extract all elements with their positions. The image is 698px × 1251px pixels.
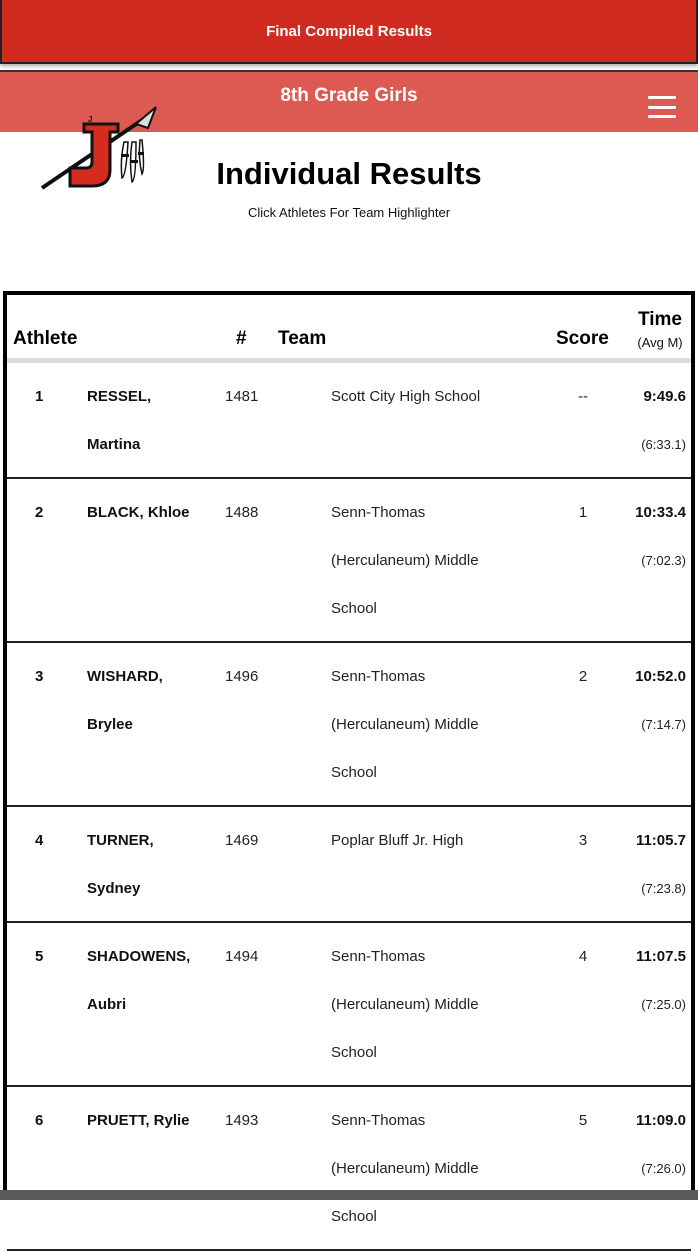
race-title[interactable]: 8th Grade Girls <box>280 85 418 106</box>
athlete-bib: 1469 <box>225 832 259 849</box>
athlete-team[interactable] <box>331 933 541 1077</box>
athlete-name-line: SHADOWENS, <box>87 948 191 965</box>
team-name-line: School <box>331 1208 377 1225</box>
athlete-avg-mile: (7:23.8) <box>641 881 686 896</box>
athlete-bib: 1493 <box>225 1112 259 1129</box>
team-name-line: School <box>331 1044 377 1061</box>
athlete-avg-mile: (7:26.0) <box>641 1161 686 1176</box>
athlete-name-line: PRUETT, Rylie <box>87 1112 190 1129</box>
athlete-bib: 1494 <box>225 948 259 965</box>
team-name-line: Senn-Thomas <box>331 504 426 521</box>
athlete-place: 6 <box>35 1112 44 1129</box>
athlete-score: 3 <box>578 832 588 849</box>
table-row[interactable] <box>7 479 691 643</box>
results-table <box>3 291 695 1225</box>
athlete-name[interactable] <box>87 489 222 537</box>
athlete-score: 1 <box>578 504 588 521</box>
menu-icon[interactable] <box>648 96 676 118</box>
athlete-avg-mile: (7:14.7) <box>641 717 686 732</box>
athlete-name-line: Martina <box>87 436 141 453</box>
athlete-avg-mile: (6:33.1) <box>641 437 686 452</box>
team-name-line: Poplar Bluff Jr. High <box>331 832 464 849</box>
team-name-line: (Herculaneum) Middle <box>331 1160 479 1177</box>
athlete-name[interactable] <box>87 817 222 913</box>
app-title: Final Compiled Results <box>266 22 432 40</box>
athlete-name[interactable] <box>87 373 222 469</box>
athlete-bib: 1496 <box>225 668 259 685</box>
col-time[interactable]: Time <box>637 309 682 330</box>
team-name-line: (Herculaneum) Middle <box>331 996 479 1013</box>
athlete-bib: 1481 <box>225 388 259 405</box>
athlete-name-line: RESSEL, <box>87 388 152 405</box>
athlete-place: 1 <box>35 388 44 405</box>
col-bib[interactable]: # <box>236 328 247 349</box>
athlete-score: 4 <box>578 948 588 965</box>
table-header <box>7 295 691 363</box>
athlete-name[interactable] <box>87 653 222 749</box>
athlete-avg-mile: (7:02.3) <box>641 553 686 568</box>
athlete-place: 2 <box>35 504 44 521</box>
col-team[interactable]: Team <box>278 328 327 349</box>
athlete-time: 11:07.5 <box>635 948 686 965</box>
bottom-scroll-strip <box>0 1190 698 1200</box>
athlete-bib: 1488 <box>225 504 259 521</box>
athlete-time: 11:05.7 <box>635 832 686 849</box>
athlete-time: 9:49.6 <box>643 388 686 405</box>
athlete-name-line: Aubri <box>87 996 127 1013</box>
athlete-name-line: Sydney <box>87 880 141 897</box>
athlete-place: 5 <box>35 948 44 965</box>
athlete-name[interactable] <box>87 1097 222 1145</box>
athlete-team[interactable] <box>331 373 541 421</box>
athlete-team[interactable] <box>331 489 541 633</box>
athlete-name-line: TURNER, <box>87 832 154 849</box>
athlete-team[interactable] <box>331 817 541 865</box>
athlete-team[interactable] <box>331 653 541 797</box>
logo-letter: J <box>88 115 93 124</box>
col-athlete[interactable]: Athlete <box>13 328 78 349</box>
page-title: Individual Results <box>216 156 482 191</box>
athlete-score: 5 <box>578 1112 588 1129</box>
athlete-name-line: WISHARD, <box>87 668 163 685</box>
athlete-place: 4 <box>35 832 44 849</box>
athlete-score: 2 <box>578 668 588 685</box>
col-time-sub: (Avg M) <box>637 335 683 350</box>
team-highlighter-hint[interactable]: Click Athletes For Team Highlighter <box>247 205 451 220</box>
athlete-avg-mile: (7:25.0) <box>641 997 686 1012</box>
athlete-name-line: BLACK, Khloe <box>87 504 190 521</box>
athlete-place: 3 <box>35 668 44 685</box>
table-row[interactable] <box>7 923 691 1087</box>
table-row[interactable] <box>7 1087 691 1251</box>
table-row[interactable] <box>7 363 691 479</box>
team-name-line: Senn-Thomas <box>331 948 426 965</box>
team-name-line: Senn-Thomas <box>331 1112 426 1129</box>
athlete-name[interactable] <box>87 933 222 1029</box>
table-row[interactable] <box>7 807 691 923</box>
athlete-score: -- <box>578 388 588 405</box>
athlete-time: 11:09.0 <box>635 1112 686 1129</box>
athlete-time: 10:33.4 <box>635 504 686 521</box>
table-row[interactable] <box>7 643 691 807</box>
team-name-line: School <box>331 764 377 781</box>
team-name-line: School <box>331 600 377 617</box>
team-name-line: (Herculaneum) Middle <box>331 552 479 569</box>
athlete-name-line: Brylee <box>87 716 133 733</box>
athlete-time: 10:52.0 <box>635 668 686 685</box>
team-name-line: Senn-Thomas <box>331 668 426 685</box>
athlete-team[interactable] <box>331 1097 541 1241</box>
team-name-line: Scott City High School <box>331 388 481 405</box>
app-header <box>0 0 698 64</box>
col-score[interactable]: Score <box>556 328 609 349</box>
team-name-line: (Herculaneum) Middle <box>331 716 479 733</box>
